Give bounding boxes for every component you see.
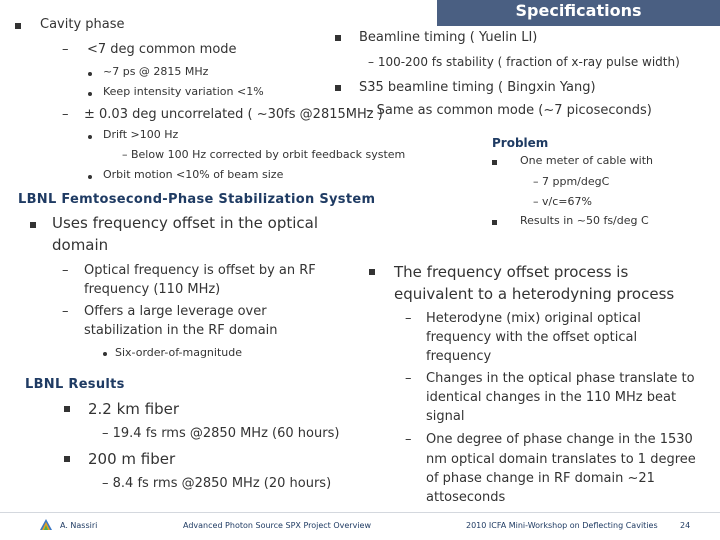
one-degree-line1: One degree of phase change in the 1530 — [426, 432, 693, 447]
dash: – — [62, 263, 69, 278]
heterodyne-line2: frequency with the offset optical — [426, 330, 638, 345]
bullet-square-icon — [369, 269, 375, 275]
slide-title: Specifications — [515, 1, 642, 20]
m-fiber-text: 200 m fiber — [88, 450, 176, 468]
aps-logo-icon — [40, 519, 52, 531]
dash: – — [405, 311, 412, 326]
optical-offset-line2: frequency (110 MHz) — [84, 282, 221, 297]
stability-text: – 100-200 fs stability ( fraction of x-ray pulse width) — [368, 55, 680, 69]
footer-workshop: 2010 ICFA Mini-Workshop on Deflecting Cavities — [466, 521, 658, 530]
heterodyne-line1: Heterodyne (mix) original optical — [426, 311, 641, 326]
bullet-square-icon — [30, 222, 36, 228]
bullet-dot-icon — [88, 92, 92, 96]
page-number: 24 — [680, 521, 691, 530]
lbnl-results-heading: LBNL Results — [25, 377, 125, 392]
ps-2815-text: ~7 ps @ 2815 MHz — [103, 65, 209, 78]
km-fiber-text: 2.2 km fiber — [88, 400, 180, 418]
bullet-square-icon — [335, 85, 341, 91]
leverage-line2: stabilization in the RF domain — [84, 323, 278, 338]
freq-offset-line1: The frequency offset process is — [394, 263, 629, 281]
vc-text: – v/c=67% — [533, 195, 592, 208]
leverage-line1: Offers a large leverage over — [84, 304, 267, 319]
one-degree-line3: of phase change in RF domain ~21 — [426, 471, 655, 486]
one-meter-text: One meter of cable with — [520, 154, 654, 167]
ppm-text: – 7 ppm/degC — [533, 175, 610, 188]
bullet-square-icon — [15, 23, 21, 29]
optical-offset-line1: Optical frequency is offset by an RF — [84, 263, 316, 278]
results-text: Results in ~50 fs/deg C — [520, 214, 649, 227]
bullet-square-icon — [492, 220, 497, 225]
bullet-square-icon — [64, 406, 70, 412]
changes-line3: signal — [426, 409, 465, 424]
freq-offset-line2: equivalent to a heterodyning process — [394, 285, 675, 303]
orbit-motion-text: Orbit motion <10% of beam size — [103, 168, 284, 181]
changes-line2: identical changes in the 110 MHz beat — [426, 390, 677, 405]
heterodyne-line3: frequency — [426, 349, 492, 364]
footer-divider — [0, 512, 720, 513]
keep-intensity-text: Keep intensity variation <1% — [103, 85, 264, 98]
cavity-phase-heading: Cavity phase — [40, 17, 125, 32]
dash: – — [62, 42, 69, 57]
same-common-text: – Same as common mode (~7 picoseconds) — [366, 103, 652, 118]
dash: – — [405, 432, 412, 447]
common-mode-text: <7 deg common mode — [87, 42, 237, 57]
below-100-text: – Below 100 Hz corrected by orbit feedback system — [122, 148, 406, 161]
bullet-dot-icon — [88, 175, 92, 179]
m-fiber-value: – 8.4 fs rms @2850 MHz (20 hours) — [102, 476, 332, 491]
changes-line1: Changes in the optical phase translate to — [426, 371, 695, 386]
uses-offset-line2: domain — [52, 236, 109, 254]
problem-heading: Problem — [492, 136, 549, 150]
uncorrelated-text: ± 0.03 deg uncorrelated ( ~30fs @2815MHz ) — [84, 107, 383, 122]
s35-heading: S35 beamline timing ( Bingxin Yang) — [359, 80, 596, 95]
km-fiber-value: – 19.4 fs rms @2850 MHz (60 hours) — [102, 426, 340, 441]
drift-text: Drift >100 Hz — [103, 128, 179, 141]
dash: – — [62, 304, 69, 319]
one-degree-line2: nm optical domain translates to 1 degree — [426, 452, 696, 467]
bullet-square-icon — [335, 35, 341, 41]
bullet-dot-icon — [88, 135, 92, 139]
bullet-dot-icon — [88, 72, 92, 76]
dash: – — [62, 107, 69, 122]
bullet-square-icon — [492, 160, 497, 165]
footer-author: A. Nassiri — [60, 521, 98, 530]
one-degree-line4: attoseconds — [426, 490, 506, 505]
bullet-square-icon — [64, 456, 70, 462]
footer-project: Advanced Photon Source SPX Project Overview — [183, 521, 372, 530]
beamline-timing-heading: Beamline timing ( Yuelin LI) — [359, 30, 538, 45]
uses-offset-line1: Uses frequency offset in the optical — [52, 214, 318, 232]
six-order-text: Six-order-of-magnitude — [115, 346, 242, 359]
bullet-dot-icon — [103, 352, 107, 356]
lbnl-heading: LBNL Femtosecond-Phase Stabilization System — [18, 192, 376, 207]
dash: – — [405, 371, 412, 386]
title-bar — [437, 0, 720, 26]
